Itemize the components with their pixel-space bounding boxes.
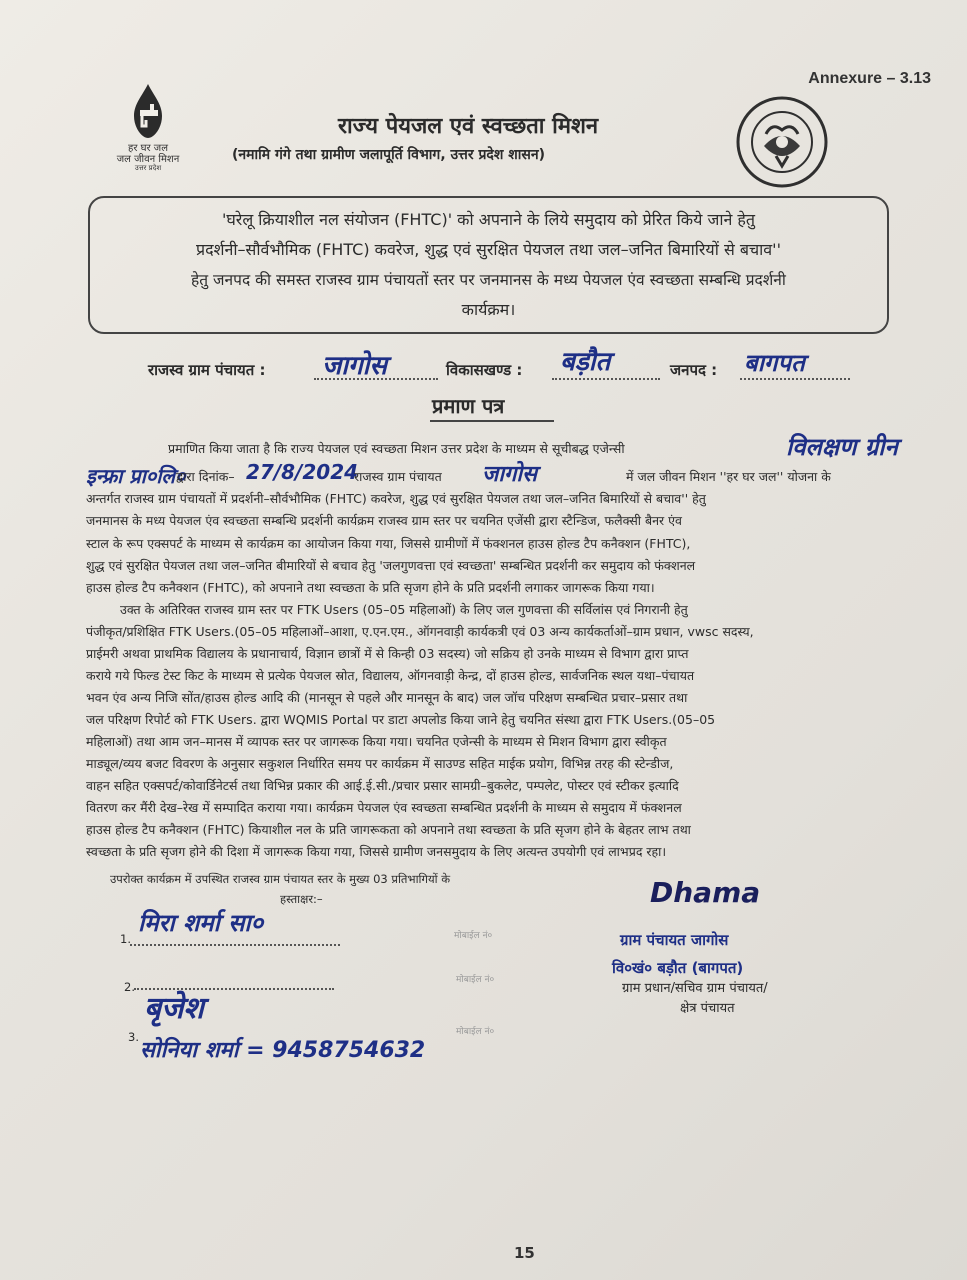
role-line-2: क्षेत्र पंचायत — [680, 1001, 735, 1016]
para2-line-2: पंजीकृत/प्रशिक्षित FTK Users.(05–05 महिलाओं–आशा, ए.एन.एम., ऑगनवाड़ी कार्यकत्री एवं 03 अन्य कार्यकर्ताओं–ग्राम प्रधान, vwsc सदस्य, — [86, 624, 754, 639]
participant-signature-1: मिरा शर्मा सा० — [138, 909, 264, 937]
para2-line-8: माड्यूल/व्यय बजट विवरण के अनुसार सकुशल निर्धारित समय पर कार्यक्रम में साउण्ड सहित माईक प्रयोग, विभिन्न तरह की स्टेन्डीज, — [86, 756, 674, 771]
janpad-label: जनपद : — [670, 361, 718, 379]
logo-line-3: उत्तर प्रदेश — [134, 164, 162, 172]
para2-line-9: वाहन सहित एक्सपर्ट/कोवार्डिनेटर्स तथा विभिन्न प्रकार की आई.ई.सी./प्रचार प्रसार सामग्री–बुकलेट, पम्पलेट, पोस्टर एवं स्टीकर इत्यादि — [86, 778, 679, 793]
certificate-underline — [430, 420, 554, 422]
para2-line-11: हाउस होल्ड टैप कनैक्शन (FHTC) कियाशील नल के प्रति जागरूकता को अपनाने तथा स्वच्छता के प्रति सृजग होने के बेहतर लाभ तथा — [86, 822, 691, 837]
para1-line-4: जनमानस के मध्य पेयजल एंव स्वच्छता सम्बन्धि प्रदर्शनी कार्यक्रम राजस्व ग्राम स्तर पर चयनित एजेंसी द्वारा स्टैन्डिज, फलैक्सी बैनर एंव — [86, 513, 683, 528]
annexure-label: Annexure – 3.13 — [808, 70, 931, 87]
para2-line-5: भवन एंव अन्य निजि सोंत/हाउस होल्ड आदि की (मानसून से पहले और मानसून के बाद) जल जॉच परिक्षण सम्बन्धित प्रचार–प्रसार तथा — [86, 690, 688, 705]
para1-line-5: स्टाल के रूप एक्सपर्ट के माध्यम से कार्यक्रम का आयोजन किया गया, जिससे ग्रामीणों में फंक्शनल हाउस होल्ड टैप कनैक्शन (FHTC), — [86, 536, 691, 551]
janpad-value: बागपत — [744, 349, 805, 377]
para2-line-10: वितरण कर मैंरी देख–रेख में सम्पादित कराया गया। कार्यक्रम पेयजल एंव स्वच्छता सम्बन्धित प्रदर्शनी के माध्यम से समुदाय में फंक्शनल — [86, 800, 682, 815]
role-line-1: ग्राम प्रधान/सचिव ग्राम पंचायत/ — [622, 981, 768, 996]
participant-line-1 — [130, 944, 340, 946]
har-ghar-jal-logo — [104, 82, 192, 172]
participant-number-1: 1. — [120, 932, 131, 946]
participant-number-2: 2. — [124, 980, 135, 994]
logo-line-2: जल जीवन मिशन — [116, 153, 180, 165]
certificate-title: प्रमाण पत्र — [432, 394, 505, 418]
mobile-label-2: मोबाईल नं० — [456, 975, 495, 985]
program-line-2: प्रदर्शनी–सौर्वभौमिक (FHTC) कवरेज, शुद्ध एवं सुरक्षित पेयजल तथा जल–जनित बिमारियों से बचाव'' — [196, 240, 781, 259]
participant-number-3: 3. — [128, 1030, 139, 1044]
date-handwritten: 27/8/2024 — [246, 460, 359, 484]
para2-line-3: प्राईमरी अथवा प्राथमिक विद्यालय के प्रधानाचार्य, विज्ञान छात्रों में से किन्ही 03 सदस्य) जो सक्रिय हो उनके माध्यम से विभाग द्वारा प्राप्त — [86, 646, 689, 661]
para2-line-7: महिलाओं) तथा आम जन–मानस में व्यापक स्तर पर जागरूक किया गया। चयनित एजेन्सी के माध्यम से मिशन विभाग द्वारा स्वीकृत — [86, 734, 667, 749]
para2-line-6: जल परिक्षण रिपोर्ट को FTK Users. द्वारा WQMIS Portal पर डाटा अपलोड किया जाने हेतु चयनित संस्था द्वारा FTK Users.(05–05 — [86, 712, 716, 727]
para2-line-12: स्वच्छता के प्रति सृजग होने की दिशा में जागरूक किया गया, जिससे ग्रामीण जनसमुदाय के लिए अत्यन्त उपयोगी एवं लाभप्रद रहा। — [86, 844, 667, 859]
mobile-label-1: मोबाईल नं० — [454, 931, 493, 941]
para1-line-7: हाउस होल्ड टैप कनैक्शन (FHTC), को अपनाने तथा स्वच्छता के प्रति सृजग होने के प्रति प्रदर्शनी लगाकर जागरूक किया गया। — [86, 580, 655, 595]
para1-line-1: प्रमाणित किया जाता है कि राज्य पेयजल एवं स्वच्छता मिशन उत्तर प्रदेश के माध्यम से सूचीबद्ध एजेन्सी — [168, 441, 625, 456]
para2-line-1: उक्त के अतिरिक्त राजस्व ग्राम स्तर पर FTK Users (05–05 महिलाओं) के लिए जल गुणवत्ता की सर्विलांस एवं निगरानी हेतु — [120, 602, 688, 617]
stamp-line-1: ग्राम पंचायत जागोस — [620, 931, 729, 949]
signatures-label: हस्ताक्षर:– — [280, 892, 323, 906]
para1-line-2-end: में जल जीवन मिशन ''हर घर जल'' योजना के — [626, 469, 831, 484]
para1-line-3: अन्तर्गत राजस्व ग्राम पंचायतों में प्रदर्शनी–सौर्वभौमिक (FHTC) कवरेज, शुद्ध एवं सुरक्षित पेयजल तथा जल–जनित बिमारियों से बचाव'' हेतु — [86, 491, 706, 506]
logo-line-1: हर घर जल — [128, 143, 168, 154]
vikaskhand-value: बड़ौत — [560, 347, 611, 377]
program-line-3: हेतु जनपद की समस्त राजस्व ग्राम पंचायतों स्तर पर जनमानस के मध्य पेयजल एंव स्वच्छता सम्बन्धि प्रदर्शनी — [191, 271, 786, 289]
participant-signature-3: सोनिया शर्मा = 9458754632 — [140, 1038, 426, 1063]
agency-handwritten: विलक्षण ग्रीन — [786, 433, 898, 461]
participants-intro: उपरोक्त कार्यक्रम में उपस्थित राजस्व ग्राम पंचायत स्तर के मुख्य 03 प्रतिभागियों के — [110, 872, 451, 886]
para2-line-4: कराये गये फिल्ड टेस्ट किट के माध्यम से प्रत्येक पेयजल स्रोत, विद्यालय, ऑगनवाड़ी केन्द्र, दों हाउस होल्ड, सार्वजनिक स्थल यथा–पंचायत — [86, 668, 695, 683]
gram-panchayat-value: जागोस — [322, 351, 387, 381]
participant-signature-2: बृजेश — [144, 991, 204, 1026]
department-subtitle: (नमामि गंगे तथा ग्रामीण जलापूर्ति विभाग, उत्तर प्रदेश शासन) — [232, 147, 546, 163]
gram-panchayat-label: राजस्व ग्राम पंचायत : — [148, 361, 266, 379]
vikaskhand-line — [552, 378, 660, 380]
page-number: 15 — [514, 1244, 535, 1262]
vikaskhand-label: विकासखण्ड : — [446, 361, 523, 379]
mobile-label-3: मोबाईल नं० — [456, 1027, 495, 1037]
up-government-seal-icon — [736, 96, 828, 188]
agency-handwritten-2: इन्फ्रा प्रा०लि० — [86, 464, 186, 488]
stamp-line-2: वि०खं० बड़ौत (बागपत) — [612, 959, 744, 977]
panchayat-handwritten: जागोस — [482, 462, 537, 487]
water-tap-icon — [120, 82, 176, 144]
program-line-1: 'घरेलू क्रियाशील नल संयोजन (FHTC)' को अपनाने के लिये समुदाय को प्रेरित किये जाने हेतु — [221, 210, 756, 229]
program-description-box — [88, 196, 889, 334]
program-line-4: कार्यक्रम। — [461, 300, 516, 319]
para1-date-label: द्वारा दिनांक– — [176, 469, 235, 484]
para1-panchayat-label: राजस्व ग्राम पंचायत — [354, 469, 442, 484]
mission-title: राज्य पेयजल एवं स्वच्छता मिशन — [338, 114, 599, 139]
official-signature: Dhama — [650, 876, 761, 909]
para1-line-6: शुद्ध एवं सुरक्षित पेयजल तथा जल–जनित बीमारियों से बचाव हेतु 'जलगुणवत्ता एवं स्वच्छता' सम्बन्धित प्रदर्शनी कर समुदाय को फंक्शनल — [86, 558, 696, 573]
